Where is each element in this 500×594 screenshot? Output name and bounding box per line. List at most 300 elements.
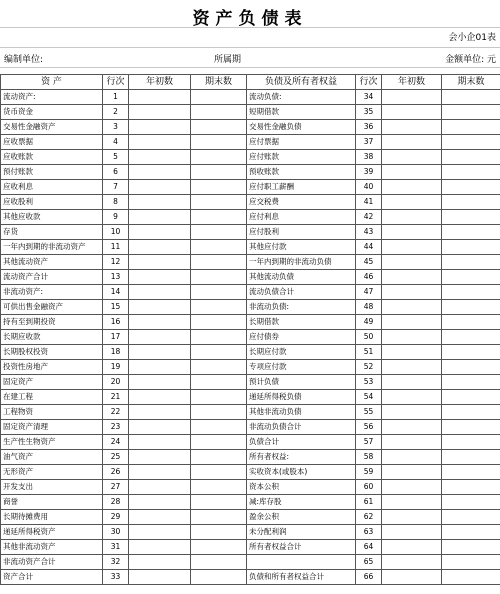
liability-period-end-cell — [442, 390, 500, 405]
asset-row-number: 32 — [103, 555, 129, 570]
table-header-row — [1, 75, 500, 90]
table-row — [1, 345, 500, 360]
table-row — [1, 330, 500, 345]
asset-period-end-cell — [191, 120, 247, 135]
liability-item-label: 长期借款 — [247, 315, 356, 330]
liability-item-label: 流动负债合计 — [247, 285, 356, 300]
table-row — [1, 135, 500, 150]
asset-period-end-cell — [191, 570, 247, 585]
asset-item-label: 其他应收款 — [1, 210, 103, 225]
asset-period-end-cell — [191, 360, 247, 375]
liability-year-begin-cell — [382, 150, 442, 165]
liability-row-number: 43 — [356, 225, 382, 240]
liability-year-begin-cell — [382, 375, 442, 390]
liability-period-end-cell — [442, 225, 500, 240]
asset-period-end-cell — [191, 135, 247, 150]
asset-row-number: 17 — [103, 330, 129, 345]
liability-row-number: 63 — [356, 525, 382, 540]
asset-row-number: 11 — [103, 240, 129, 255]
asset-row-number: 10 — [103, 225, 129, 240]
liability-period-end-cell — [442, 270, 500, 285]
table-row — [1, 570, 500, 585]
asset-item-label: 预付账款 — [1, 165, 103, 180]
asset-row-number: 3 — [103, 120, 129, 135]
asset-period-end-cell — [191, 270, 247, 285]
liability-row-number: 57 — [356, 435, 382, 450]
table-row — [1, 90, 500, 105]
asset-year-begin-cell — [129, 390, 191, 405]
asset-period-end-cell — [191, 225, 247, 240]
liability-year-begin-cell — [382, 465, 442, 480]
liability-period-end-cell — [442, 195, 500, 210]
asset-year-begin-cell — [129, 420, 191, 435]
liability-period-end-cell — [442, 285, 500, 300]
asset-row-number: 28 — [103, 495, 129, 510]
asset-year-begin-cell — [129, 405, 191, 420]
col-header-row-no: 行次 — [356, 75, 382, 90]
asset-period-end-cell — [191, 525, 247, 540]
liability-year-begin-cell — [382, 420, 442, 435]
asset-period-end-cell — [191, 195, 247, 210]
liability-item-label: 应付票据 — [247, 135, 356, 150]
table-row — [1, 510, 500, 525]
table-row — [1, 195, 500, 210]
table-row — [1, 120, 500, 135]
liability-year-begin-cell — [382, 180, 442, 195]
preparer-label: 编制单位: — [4, 55, 44, 65]
asset-year-begin-cell — [129, 300, 191, 315]
asset-period-end-cell — [191, 435, 247, 450]
asset-item-label: 油气资产 — [1, 450, 103, 465]
asset-year-begin-cell — [129, 240, 191, 255]
table-row — [1, 315, 500, 330]
liability-row-number: 37 — [356, 135, 382, 150]
liability-item-label: 所有者权益合计 — [247, 540, 356, 555]
liability-item-label: 应交税费 — [247, 195, 356, 210]
liability-item-label: 应付股利 — [247, 225, 356, 240]
page-title: 资产负债表 — [192, 9, 308, 29]
table-row — [1, 540, 500, 555]
col-header-period-end: 期末数 — [191, 75, 247, 90]
liability-period-end-cell — [442, 555, 500, 570]
asset-row-number: 24 — [103, 435, 129, 450]
asset-row-number: 8 — [103, 195, 129, 210]
liability-year-begin-cell — [382, 90, 442, 105]
asset-period-end-cell — [191, 420, 247, 435]
asset-row-number: 27 — [103, 480, 129, 495]
asset-year-begin-cell — [129, 315, 191, 330]
asset-year-begin-cell — [129, 480, 191, 495]
asset-period-end-cell — [191, 300, 247, 315]
table-row — [1, 270, 500, 285]
liability-item-label: 其他非流动负债 — [247, 405, 356, 420]
asset-period-end-cell — [191, 285, 247, 300]
asset-year-begin-cell — [129, 210, 191, 225]
table-row — [1, 435, 500, 450]
liability-row-number: 61 — [356, 495, 382, 510]
liability-year-begin-cell — [382, 435, 442, 450]
liability-row-number: 36 — [356, 120, 382, 135]
asset-year-begin-cell — [129, 540, 191, 555]
table-row — [1, 420, 500, 435]
asset-year-begin-cell — [129, 495, 191, 510]
liability-period-end-cell — [442, 420, 500, 435]
liability-row-number: 35 — [356, 105, 382, 120]
liability-year-begin-cell — [382, 495, 442, 510]
table-row — [1, 480, 500, 495]
asset-period-end-cell — [191, 165, 247, 180]
asset-row-number: 14 — [103, 285, 129, 300]
liability-item-label: 长期应付款 — [247, 345, 356, 360]
liability-period-end-cell — [442, 345, 500, 360]
asset-year-begin-cell — [129, 330, 191, 345]
asset-period-end-cell — [191, 240, 247, 255]
liability-item-label: 减:库存股 — [247, 495, 356, 510]
asset-year-begin-cell — [129, 285, 191, 300]
liability-item-label: 负债合计 — [247, 435, 356, 450]
asset-period-end-cell — [191, 450, 247, 465]
divider — [0, 47, 500, 48]
table-row — [1, 300, 500, 315]
liability-row-number: 42 — [356, 210, 382, 225]
asset-item-label: 流动资产合计 — [1, 270, 103, 285]
asset-row-number: 18 — [103, 345, 129, 360]
table-row — [1, 450, 500, 465]
table-row — [1, 390, 500, 405]
asset-item-label: 一年内到期的非流动资产 — [1, 240, 103, 255]
asset-item-label: 长期应收款 — [1, 330, 103, 345]
col-header-period-end: 期末数 — [442, 75, 500, 90]
asset-year-begin-cell — [129, 180, 191, 195]
liability-item-label: 专项应付款 — [247, 360, 356, 375]
liability-item-label: 实收资本(或股本) — [247, 465, 356, 480]
asset-year-begin-cell — [129, 555, 191, 570]
liability-row-number: 39 — [356, 165, 382, 180]
liability-item-label: 预收账款 — [247, 165, 356, 180]
asset-item-label: 投资性房地产 — [1, 360, 103, 375]
asset-period-end-cell — [191, 210, 247, 225]
liability-item-label — [247, 555, 356, 570]
period-label: 所属期 — [214, 55, 242, 65]
asset-item-label: 生产性生物资产 — [1, 435, 103, 450]
liability-row-number: 51 — [356, 345, 382, 360]
liability-item-label: 短期借款 — [247, 105, 356, 120]
liability-year-begin-cell — [382, 480, 442, 495]
table-row — [1, 105, 500, 120]
liability-period-end-cell — [442, 480, 500, 495]
liability-row-number: 55 — [356, 405, 382, 420]
form-code: 会小企01表 — [448, 33, 496, 43]
liability-period-end-cell — [442, 510, 500, 525]
liability-period-end-cell — [442, 150, 500, 165]
liability-year-begin-cell — [382, 510, 442, 525]
liability-row-number: 58 — [356, 450, 382, 465]
liability-period-end-cell — [442, 330, 500, 345]
asset-item-label: 流动资产: — [1, 90, 103, 105]
table-row — [1, 255, 500, 270]
asset-period-end-cell — [191, 315, 247, 330]
table-row — [1, 165, 500, 180]
asset-item-label: 交易性金融资产 — [1, 120, 103, 135]
asset-row-number: 23 — [103, 420, 129, 435]
liability-year-begin-cell — [382, 135, 442, 150]
liability-period-end-cell — [442, 135, 500, 150]
asset-item-label: 应收票据 — [1, 135, 103, 150]
asset-year-begin-cell — [129, 450, 191, 465]
liability-period-end-cell — [442, 120, 500, 135]
liability-year-begin-cell — [382, 255, 442, 270]
asset-period-end-cell — [191, 90, 247, 105]
liability-row-number: 53 — [356, 375, 382, 390]
asset-row-number: 16 — [103, 315, 129, 330]
asset-item-label: 工程物资 — [1, 405, 103, 420]
table-row — [1, 285, 500, 300]
liability-row-number: 41 — [356, 195, 382, 210]
liability-item-label: 非流动负债: — [247, 300, 356, 315]
table-row — [1, 495, 500, 510]
asset-row-number: 31 — [103, 540, 129, 555]
liability-period-end-cell — [442, 435, 500, 450]
asset-period-end-cell — [191, 375, 247, 390]
liability-row-number: 38 — [356, 150, 382, 165]
asset-year-begin-cell — [129, 135, 191, 150]
table-row — [1, 405, 500, 420]
asset-year-begin-cell — [129, 435, 191, 450]
asset-period-end-cell — [191, 480, 247, 495]
liability-row-number: 66 — [356, 570, 382, 585]
liability-period-end-cell — [442, 360, 500, 375]
asset-row-number: 15 — [103, 300, 129, 315]
asset-year-begin-cell — [129, 375, 191, 390]
col-header-year-begin: 年初数 — [129, 75, 191, 90]
asset-row-number: 30 — [103, 525, 129, 540]
table-row — [1, 240, 500, 255]
liability-item-label: 其他流动负债 — [247, 270, 356, 285]
asset-year-begin-cell — [129, 150, 191, 165]
asset-period-end-cell — [191, 330, 247, 345]
asset-row-number: 21 — [103, 390, 129, 405]
liability-year-begin-cell — [382, 450, 442, 465]
asset-year-begin-cell — [129, 120, 191, 135]
liability-period-end-cell — [442, 180, 500, 195]
liability-row-number: 62 — [356, 510, 382, 525]
liability-item-label: 非流动负债合计 — [247, 420, 356, 435]
liability-period-end-cell — [442, 465, 500, 480]
asset-period-end-cell — [191, 345, 247, 360]
liability-period-end-cell — [442, 300, 500, 315]
asset-period-end-cell — [191, 150, 247, 165]
liability-year-begin-cell — [382, 555, 442, 570]
asset-row-number: 4 — [103, 135, 129, 150]
liability-item-label: 未分配利润 — [247, 525, 356, 540]
liability-year-begin-cell — [382, 165, 442, 180]
asset-year-begin-cell — [129, 270, 191, 285]
asset-item-label: 固定资产清理 — [1, 420, 103, 435]
liability-period-end-cell — [442, 450, 500, 465]
liability-period-end-cell — [442, 255, 500, 270]
liability-row-number: 59 — [356, 465, 382, 480]
liability-year-begin-cell — [382, 240, 442, 255]
asset-year-begin-cell — [129, 225, 191, 240]
liability-row-number: 47 — [356, 285, 382, 300]
asset-row-number: 9 — [103, 210, 129, 225]
liability-row-number: 65 — [356, 555, 382, 570]
asset-period-end-cell — [191, 540, 247, 555]
liability-year-begin-cell — [382, 315, 442, 330]
liability-period-end-cell — [442, 570, 500, 585]
liability-item-label: 应付账款 — [247, 150, 356, 165]
liability-row-number: 54 — [356, 390, 382, 405]
asset-period-end-cell — [191, 405, 247, 420]
asset-row-number: 20 — [103, 375, 129, 390]
asset-item-label: 应收账款 — [1, 150, 103, 165]
liability-item-label: 递延所得税负债 — [247, 390, 356, 405]
asset-period-end-cell — [191, 495, 247, 510]
liability-year-begin-cell — [382, 330, 442, 345]
asset-item-label: 其他流动资产 — [1, 255, 103, 270]
liability-period-end-cell — [442, 525, 500, 540]
liability-year-begin-cell — [382, 525, 442, 540]
liability-item-label: 其他应付款 — [247, 240, 356, 255]
asset-year-begin-cell — [129, 105, 191, 120]
liability-period-end-cell — [442, 210, 500, 225]
asset-item-label: 开发支出 — [1, 480, 103, 495]
asset-period-end-cell — [191, 390, 247, 405]
asset-row-number: 25 — [103, 450, 129, 465]
asset-item-label: 持有至到期投资 — [1, 315, 103, 330]
table-row — [1, 180, 500, 195]
asset-row-number: 5 — [103, 150, 129, 165]
liability-row-number: 40 — [356, 180, 382, 195]
liability-year-begin-cell — [382, 270, 442, 285]
liability-year-begin-cell — [382, 390, 442, 405]
asset-year-begin-cell — [129, 345, 191, 360]
liability-item-label: 一年内到期的非流动负债 — [247, 255, 356, 270]
asset-item-label: 递延所得税资产 — [1, 525, 103, 540]
col-header-row-no: 行次 — [103, 75, 129, 90]
liability-item-label: 负债和所有者权益合计 — [247, 570, 356, 585]
asset-row-number: 1 — [103, 90, 129, 105]
liability-year-begin-cell — [382, 225, 442, 240]
asset-row-number: 2 — [103, 105, 129, 120]
liability-row-number: 46 — [356, 270, 382, 285]
asset-item-label: 非流动资产: — [1, 285, 103, 300]
liability-item-label: 流动负债: — [247, 90, 356, 105]
liability-row-number: 49 — [356, 315, 382, 330]
liability-period-end-cell — [442, 240, 500, 255]
asset-year-begin-cell — [129, 255, 191, 270]
currency-unit-label: 金额单位: 元 — [445, 55, 496, 65]
liability-item-label: 交易性金融负债 — [247, 120, 356, 135]
liability-row-number: 52 — [356, 360, 382, 375]
asset-row-number: 19 — [103, 360, 129, 375]
asset-item-label: 无形资产 — [1, 465, 103, 480]
table-row — [1, 375, 500, 390]
asset-item-label: 存货 — [1, 225, 103, 240]
table-row — [1, 360, 500, 375]
asset-item-label: 商誉 — [1, 495, 103, 510]
asset-row-number: 26 — [103, 465, 129, 480]
liability-row-number: 48 — [356, 300, 382, 315]
table-row — [1, 555, 500, 570]
asset-year-begin-cell — [129, 525, 191, 540]
liability-item-label: 应付职工薪酬 — [247, 180, 356, 195]
asset-row-number: 29 — [103, 510, 129, 525]
liability-row-number: 50 — [356, 330, 382, 345]
asset-row-number: 13 — [103, 270, 129, 285]
asset-item-label: 应收利息 — [1, 180, 103, 195]
liability-period-end-cell — [442, 315, 500, 330]
liability-year-begin-cell — [382, 540, 442, 555]
asset-item-label: 货币资金 — [1, 105, 103, 120]
col-header-asset: 资 产 — [1, 75, 103, 90]
liability-item-label: 资本公积 — [247, 480, 356, 495]
liability-item-label: 预计负债 — [247, 375, 356, 390]
asset-row-number: 12 — [103, 255, 129, 270]
liability-year-begin-cell — [382, 285, 442, 300]
liability-year-begin-cell — [382, 195, 442, 210]
asset-year-begin-cell — [129, 90, 191, 105]
liability-row-number: 56 — [356, 420, 382, 435]
liability-row-number: 64 — [356, 540, 382, 555]
asset-period-end-cell — [191, 510, 247, 525]
liability-period-end-cell — [442, 165, 500, 180]
asset-item-label: 其他非流动资产 — [1, 540, 103, 555]
liability-period-end-cell — [442, 375, 500, 390]
asset-item-label: 应收股利 — [1, 195, 103, 210]
asset-period-end-cell — [191, 255, 247, 270]
asset-year-begin-cell — [129, 465, 191, 480]
liability-row-number: 60 — [356, 480, 382, 495]
liability-year-begin-cell — [382, 210, 442, 225]
asset-item-label: 在建工程 — [1, 390, 103, 405]
col-header-year-begin: 年初数 — [382, 75, 442, 90]
table-row — [1, 150, 500, 165]
liability-row-number: 45 — [356, 255, 382, 270]
liability-row-number: 44 — [356, 240, 382, 255]
liability-item-label: 所有者权益: — [247, 450, 356, 465]
liability-period-end-cell — [442, 405, 500, 420]
asset-item-label: 长期股权投资 — [1, 345, 103, 360]
liability-row-number: 34 — [356, 90, 382, 105]
asset-year-begin-cell — [129, 165, 191, 180]
asset-period-end-cell — [191, 555, 247, 570]
table-row — [1, 225, 500, 240]
liability-item-label: 应付利息 — [247, 210, 356, 225]
liability-period-end-cell — [442, 90, 500, 105]
liability-year-begin-cell — [382, 105, 442, 120]
asset-item-label: 资产合计 — [1, 570, 103, 585]
liability-period-end-cell — [442, 540, 500, 555]
asset-row-number: 22 — [103, 405, 129, 420]
liability-item-label: 应付债券 — [247, 330, 356, 345]
divider — [0, 67, 500, 68]
liability-year-begin-cell — [382, 120, 442, 135]
table-row — [1, 210, 500, 225]
asset-period-end-cell — [191, 465, 247, 480]
asset-period-end-cell — [191, 105, 247, 120]
asset-item-label: 可供出售金融资产 — [1, 300, 103, 315]
col-header-liabilities: 负债及所有者权益 — [247, 75, 356, 90]
asset-period-end-cell — [191, 180, 247, 195]
liability-year-begin-cell — [382, 345, 442, 360]
liability-item-label: 盈余公积 — [247, 510, 356, 525]
asset-year-begin-cell — [129, 510, 191, 525]
asset-row-number: 6 — [103, 165, 129, 180]
asset-item-label: 长期待摊费用 — [1, 510, 103, 525]
liability-period-end-cell — [442, 105, 500, 120]
liability-year-begin-cell — [382, 300, 442, 315]
